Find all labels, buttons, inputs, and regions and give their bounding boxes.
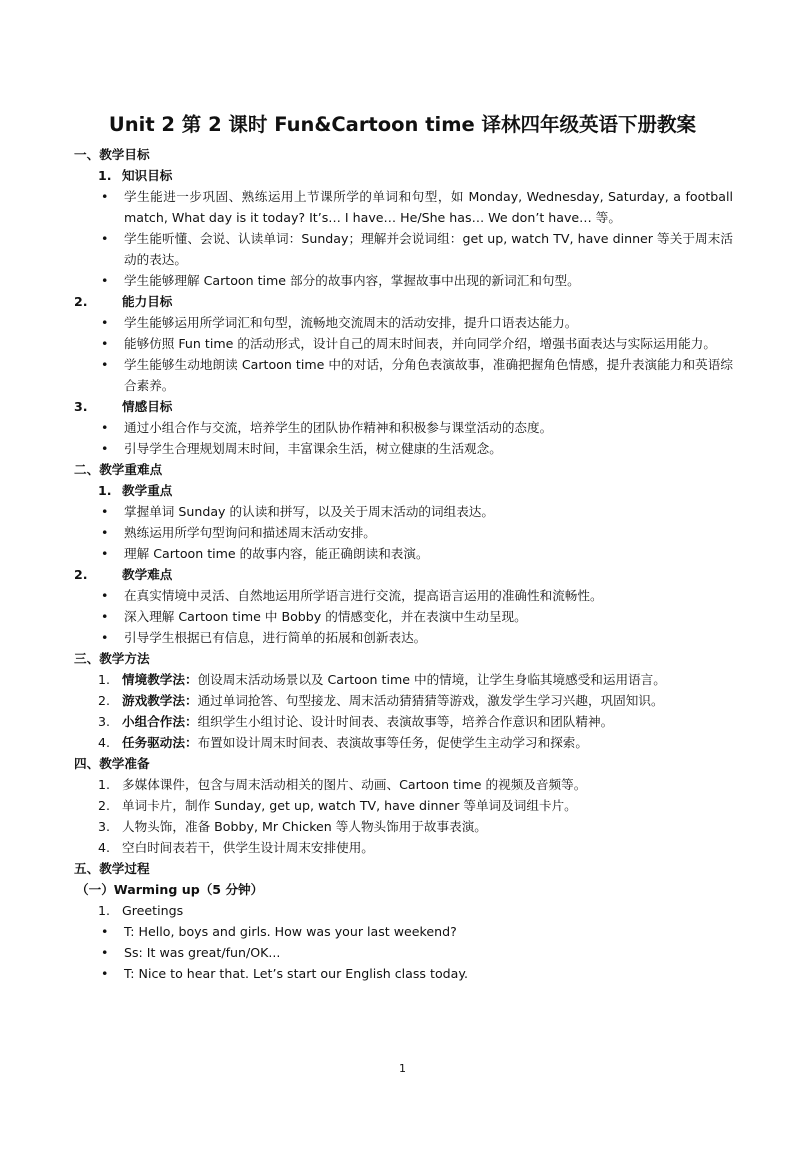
bullet-icon: • (101, 273, 109, 288)
subheading-label: 教学重点 (122, 483, 173, 498)
list-item (72, 795, 733, 816)
bullet-icon: • (101, 357, 109, 372)
list-item (72, 501, 733, 522)
list-number: 1. (98, 903, 111, 918)
list-item (72, 900, 733, 921)
subheading-difficulty (72, 564, 733, 585)
list-item-text: T: Nice to hear that. Let’s start our English class today. (124, 966, 469, 981)
bullet-icon: • (101, 525, 109, 540)
bullet-icon: • (101, 231, 109, 246)
method-label: 情境教学法： (122, 672, 198, 687)
list-item-text: 熟练运用所学句型询问和描述周末活动安排。 (124, 525, 376, 540)
list-item (72, 837, 733, 858)
list-item-text: 人物头饰，准备 Bobby, Mr Chicken 等人物头饰用于故事表演。 (122, 819, 487, 834)
list-item (72, 270, 733, 291)
list-item-text: 在真实情境中灵活、自然地运用所学语言进行交流，提高语言运用的准确性和流畅性。 (124, 588, 603, 603)
list-item-text: 掌握单词 Sunday 的认读和拼写，以及关于周末活动的词组表达。 (124, 504, 494, 519)
section-heading-methods: 三、教学方法 (74, 651, 150, 666)
subheading-number: 2. (74, 294, 88, 309)
subheading-number: 1. (98, 168, 112, 183)
list-item (72, 585, 733, 606)
list-item-text: 学生能进一步巩固、熟练运用上节课所学的单词和句型，如 Monday, Wednesday, Saturday, a football match, What day is it today? It’s… I have… He/She has… We don’t have… 等。 (124, 189, 733, 225)
list-item-text: 通过小组合作与交流，培养学生的团队协作精神和积极参与课堂活动的态度。 (124, 420, 553, 435)
list-item (72, 711, 733, 732)
list-item-text: 多媒体课件，包含与周末活动相关的图片、动画、Cartoon time 的视频及音频等。 (122, 777, 587, 792)
list-number: 1. (98, 777, 111, 792)
section-heading-objectives: 一、教学目标 (74, 147, 150, 162)
bullet-icon: • (101, 504, 109, 519)
subheading-number: 1. (98, 483, 112, 498)
list-item (72, 354, 733, 396)
subheading-number: 3. (74, 399, 88, 414)
bullet-icon: • (101, 315, 109, 330)
list-item (72, 921, 733, 942)
subsection-heading-warming-up: （一）Warming up（5 分钟） (76, 882, 264, 897)
list-number: 2. (98, 798, 111, 813)
bullet-icon: • (101, 546, 109, 561)
list-item-text: 创设周末活动场景以及 Cartoon time 中的情境，让学生身临其境感受和运用语言。 (197, 672, 666, 687)
list-item (72, 417, 733, 438)
list-item-text: 空白时间表若干，供学生设计周末安排使用。 (122, 840, 374, 855)
list-item (72, 942, 733, 963)
list-number: 3. (98, 819, 111, 834)
list-item (72, 438, 733, 459)
list-item-text: 学生能够生动地朗读 Cartoon time 中的对话，分角色表演故事，准确把握角色情感，提升表演能力和英语综合素养。 (124, 357, 733, 393)
bullet-icon: • (101, 924, 109, 939)
subheading-label: 能力目标 (122, 294, 173, 309)
list-item-text: 引导学生根据已有信息，进行简单的拓展和创新表达。 (124, 630, 427, 645)
list-item (72, 774, 733, 795)
list-item-text: 深入理解 Cartoon time 中 Bobby 的情感变化，并在表演中生动呈现。 (124, 609, 527, 624)
section-heading-process: 五、教学过程 (74, 861, 150, 876)
bullet-icon: • (101, 609, 109, 624)
section-heading-key-points: 二、教学重难点 (74, 462, 163, 477)
subheading-focus (72, 480, 733, 501)
subheading-ability (72, 291, 733, 312)
list-number: 4. (98, 840, 111, 855)
bullet-icon: • (101, 189, 109, 204)
list-item (72, 333, 733, 354)
subheading-label: 情感目标 (122, 399, 173, 414)
list-item-text: 布置如设计周末时间表、表演故事等任务，促使学生主动学习和探索。 (197, 735, 588, 750)
list-item-text: T: Hello, boys and girls. How was your last weekend? (124, 924, 457, 939)
bullet-icon: • (101, 966, 109, 981)
list-item-text: Ss: It was great/fun/OK... (124, 945, 281, 960)
list-item-text: 单词卡片，制作 Sunday, get up, watch TV, have dinner 等单词及词组卡片。 (122, 798, 577, 813)
list-item-text: 学生能够理解 Cartoon time 部分的故事内容，掌握故事中出现的新词汇和句型。 (124, 273, 580, 288)
list-item (72, 816, 733, 837)
list-item-text: 理解 Cartoon time 的故事内容，能正确朗读和表演。 (124, 546, 429, 561)
list-item-text: 学生能够运用所学词汇和句型，流畅地交流周末的活动安排，提升口语表达能力。 (124, 315, 578, 330)
list-item (72, 543, 733, 564)
subheading-label: 知识目标 (122, 168, 173, 183)
list-number: 2. (98, 693, 111, 708)
method-label: 游戏教学法： (122, 693, 198, 708)
list-item (72, 606, 733, 627)
method-label: 任务驱动法： (122, 735, 198, 750)
list-number: 4. (98, 735, 111, 750)
list-item (72, 312, 733, 333)
list-item (72, 690, 733, 711)
list-item (72, 522, 733, 543)
bullet-icon: • (101, 630, 109, 645)
list-number: 3. (98, 714, 111, 729)
bullet-icon: • (101, 441, 109, 456)
list-item (72, 963, 733, 984)
bullet-icon: • (101, 420, 109, 435)
document-title: Unit 2 第 2 课时 Fun&Cartoon time 译林四年级英语下册教案 (108, 113, 697, 136)
bullet-icon: • (101, 588, 109, 603)
list-item (72, 669, 733, 690)
list-item (72, 228, 733, 270)
subheading-emotion (72, 396, 733, 417)
page-number: 1 (399, 1062, 406, 1075)
list-item (72, 732, 733, 753)
list-item-text: 能够仿照 Fun time 的活动形式，设计自己的周末时间表，并向同学介绍，增强书面表达与实际运用能力。 (124, 336, 716, 351)
list-item-text: 通过单词抢答、句型接龙、周末活动猜猜猜等游戏，激发学生学习兴趣，巩固知识。 (197, 693, 664, 708)
section-heading-preparation: 四、教学准备 (74, 756, 150, 771)
method-label: 小组合作法： (122, 714, 198, 729)
list-item-text: 学生能听懂、会说、认读单词：Sunday；理解并会说词组：get up, watch TV, have dinner 等关于周末活动的表达。 (124, 231, 733, 267)
list-item (72, 627, 733, 648)
subheading-knowledge (72, 165, 733, 186)
subheading-label: 教学难点 (122, 567, 173, 582)
bullet-icon: • (101, 336, 109, 351)
list-item-text: Greetings (122, 903, 184, 918)
list-number: 1. (98, 672, 111, 687)
bullet-icon: • (101, 945, 109, 960)
list-item-text: 组织学生小组讨论、设计时间表、表演故事等，培养合作意识和团队精神。 (197, 714, 614, 729)
list-item (72, 186, 733, 228)
list-item-text: 引导学生合理规划周末时间，丰富课余生活，树立健康的生活观念。 (124, 441, 502, 456)
subheading-number: 2. (74, 567, 88, 582)
